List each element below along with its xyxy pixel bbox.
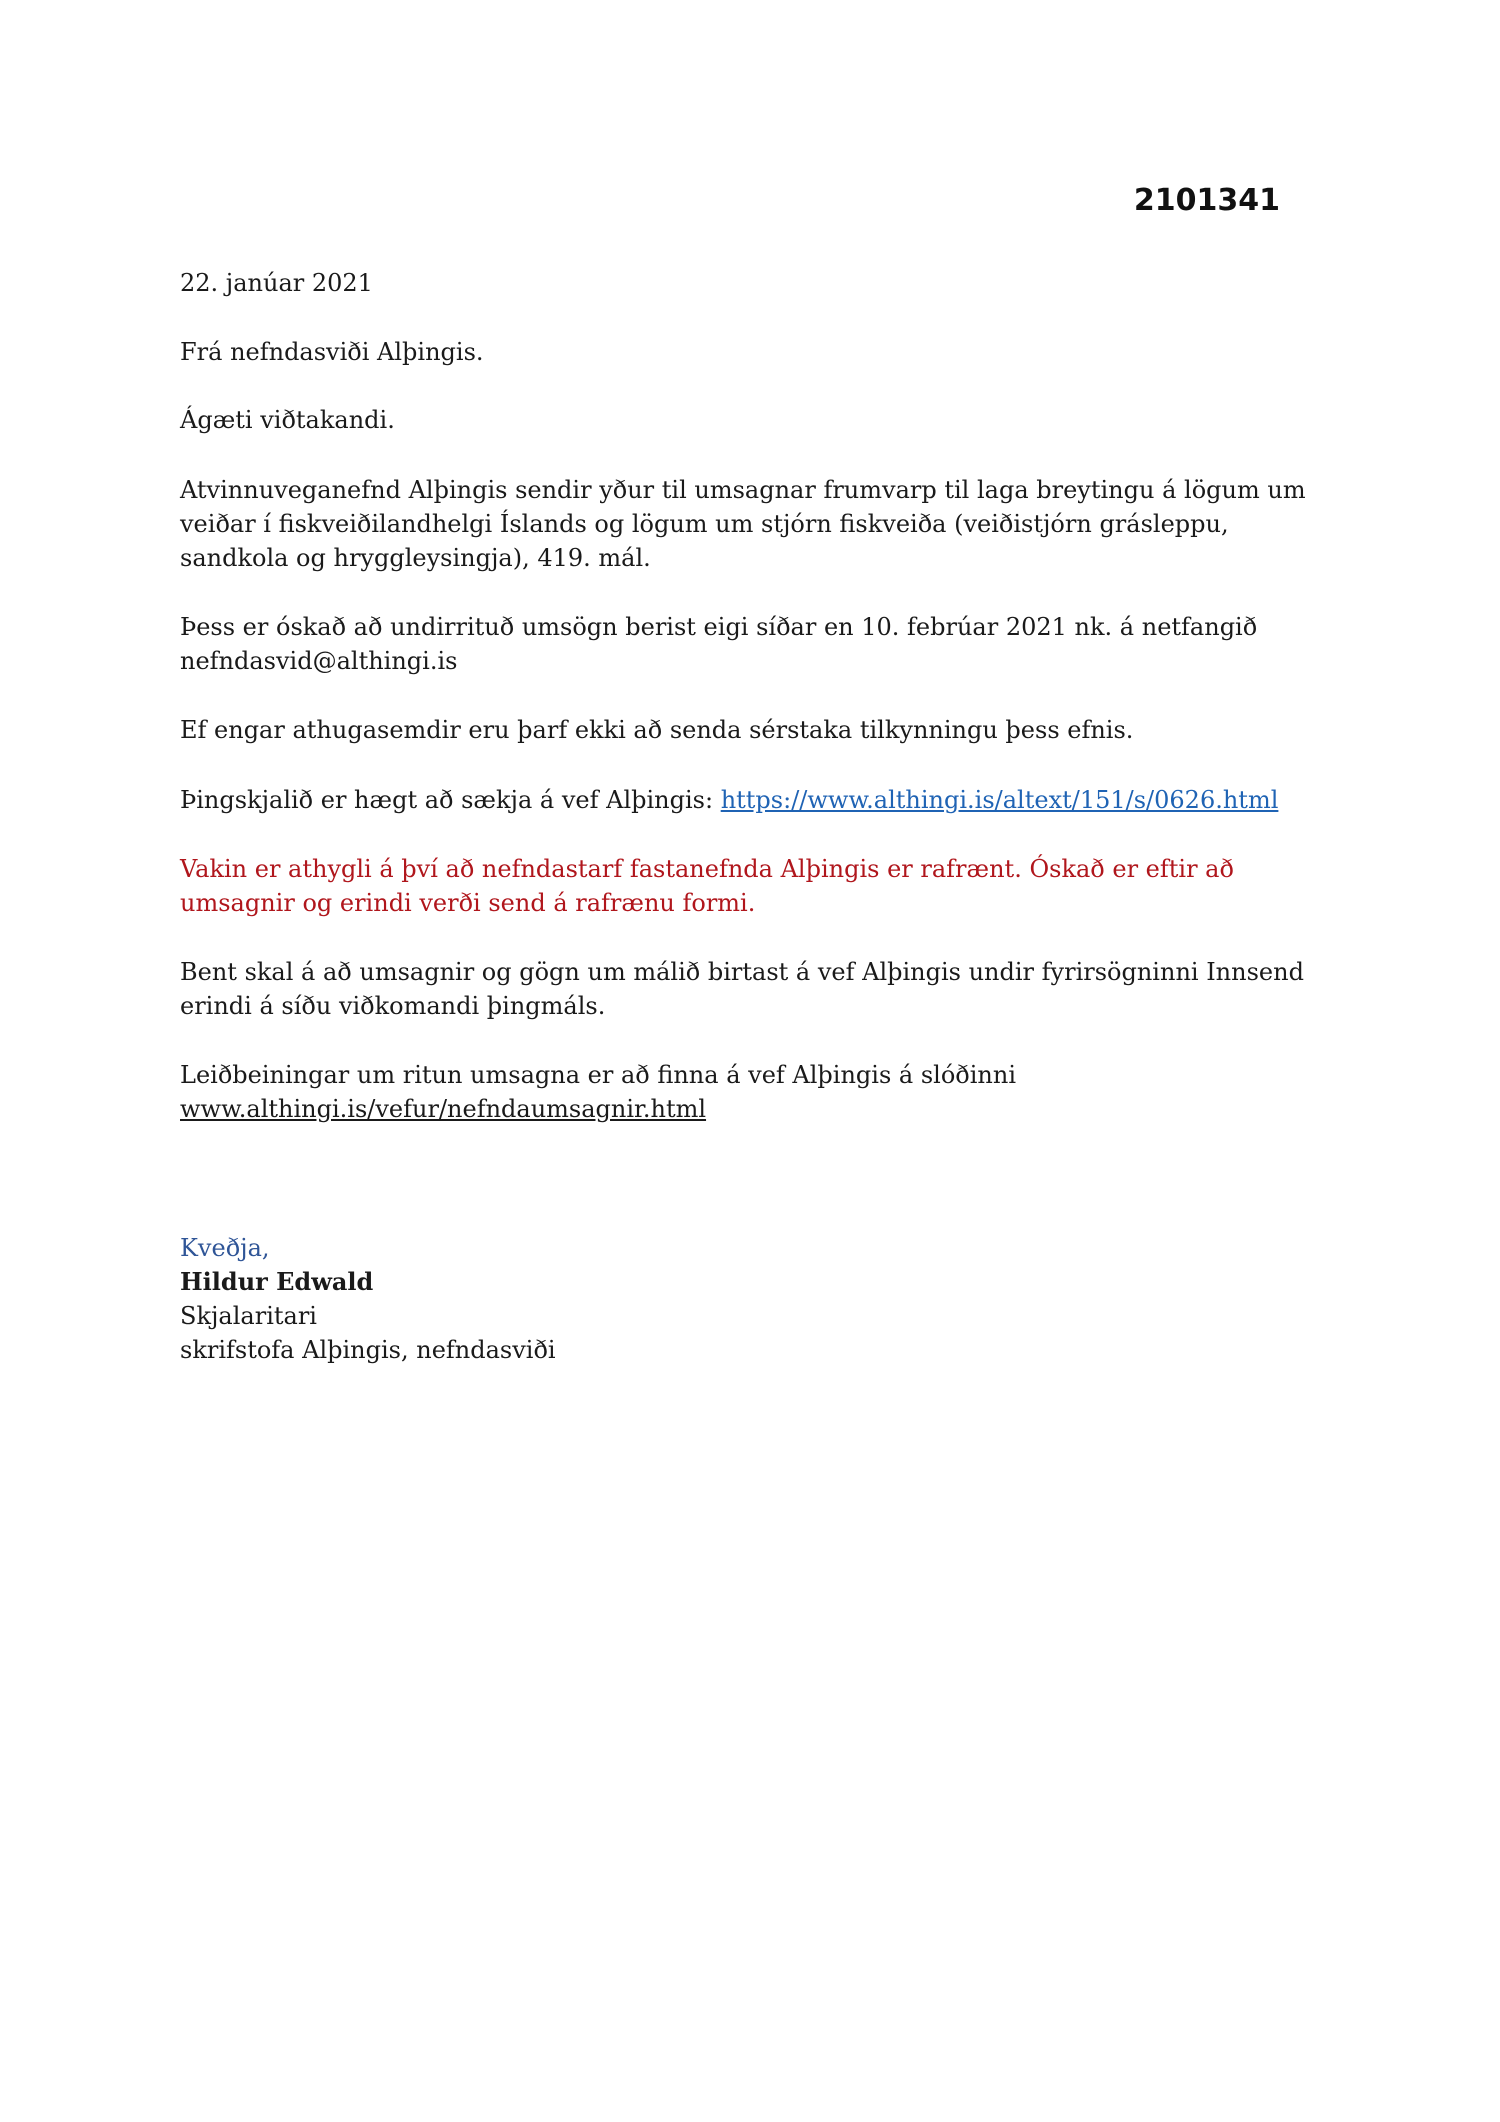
signature-office: skrifstofa Alþingis, nefndasviði bbox=[180, 1336, 556, 1364]
paragraph-no-comments: Ef engar athugasemdir eru þarf ekki að senda sérstaka tilkynningu þess efnis. bbox=[180, 716, 1134, 744]
document-link-prefix: Þingskjalið er hægt að sækja á vef Alþingis: bbox=[180, 786, 721, 814]
document-link[interactable]: https://www.althingi.is/altext/151/s/0626.html bbox=[720, 786, 1279, 814]
paragraph-guidelines bbox=[180, 1058, 1340, 1126]
guidelines-text: Leiðbeiningar um ritun umsagna er að finna á vef Alþingis á slóðinni bbox=[180, 1061, 1016, 1089]
paragraph-deadline bbox=[180, 610, 1340, 678]
signature-name: Hildur Edwald bbox=[180, 1267, 374, 1296]
paragraph-request: Atvinnuveganefnd Alþingis sendir yður til umsagnar frumvarp til laga breytingu á lögum um veiðar í fiskveiðilandhelgi Íslands og lögum um stjórn fiskveiða (veiðistjórn grásleppu, sandkola og hryggleysingja), 419. mál. bbox=[180, 476, 1306, 572]
letter-greeting: Ágæti viðtakandi. bbox=[180, 406, 395, 434]
signature-closing: Kveðja, bbox=[180, 1234, 270, 1262]
document-number: 2101341 bbox=[1133, 183, 1280, 218]
letter-sender: Frá nefndasviði Alþingis. bbox=[180, 338, 484, 366]
signature-title: Skjalaritari bbox=[180, 1302, 317, 1330]
paragraph-publication: Bent skal á að umsagnir og gögn um málið birtast á vef Alþingis undir fyrirsögninni Innsend erindi á síðu viðkomandi þingmáls. bbox=[180, 958, 1304, 1020]
guidelines-link[interactable]: www.althingi.is/vefur/nefndaumsagnir.html bbox=[180, 1095, 707, 1123]
letter-date: 22. janúar 2021 bbox=[180, 269, 373, 297]
paragraph-electronic-notice: Vakin er athygli á því að nefndastarf fastanefnda Alþingis er rafrænt. Óskað er eftir að umsagnir og erindi verði send á rafrænu formi. bbox=[180, 855, 1234, 917]
submission-email[interactable]: nefndasvid@althingi.is bbox=[180, 647, 458, 675]
deadline-text: Þess er óskað að undirrituð umsögn berist eigi síðar en 10. febrúar 2021 nk. á netfangið bbox=[180, 613, 1258, 641]
signature-block bbox=[180, 1231, 556, 1367]
paragraph-document-link bbox=[180, 783, 1340, 817]
